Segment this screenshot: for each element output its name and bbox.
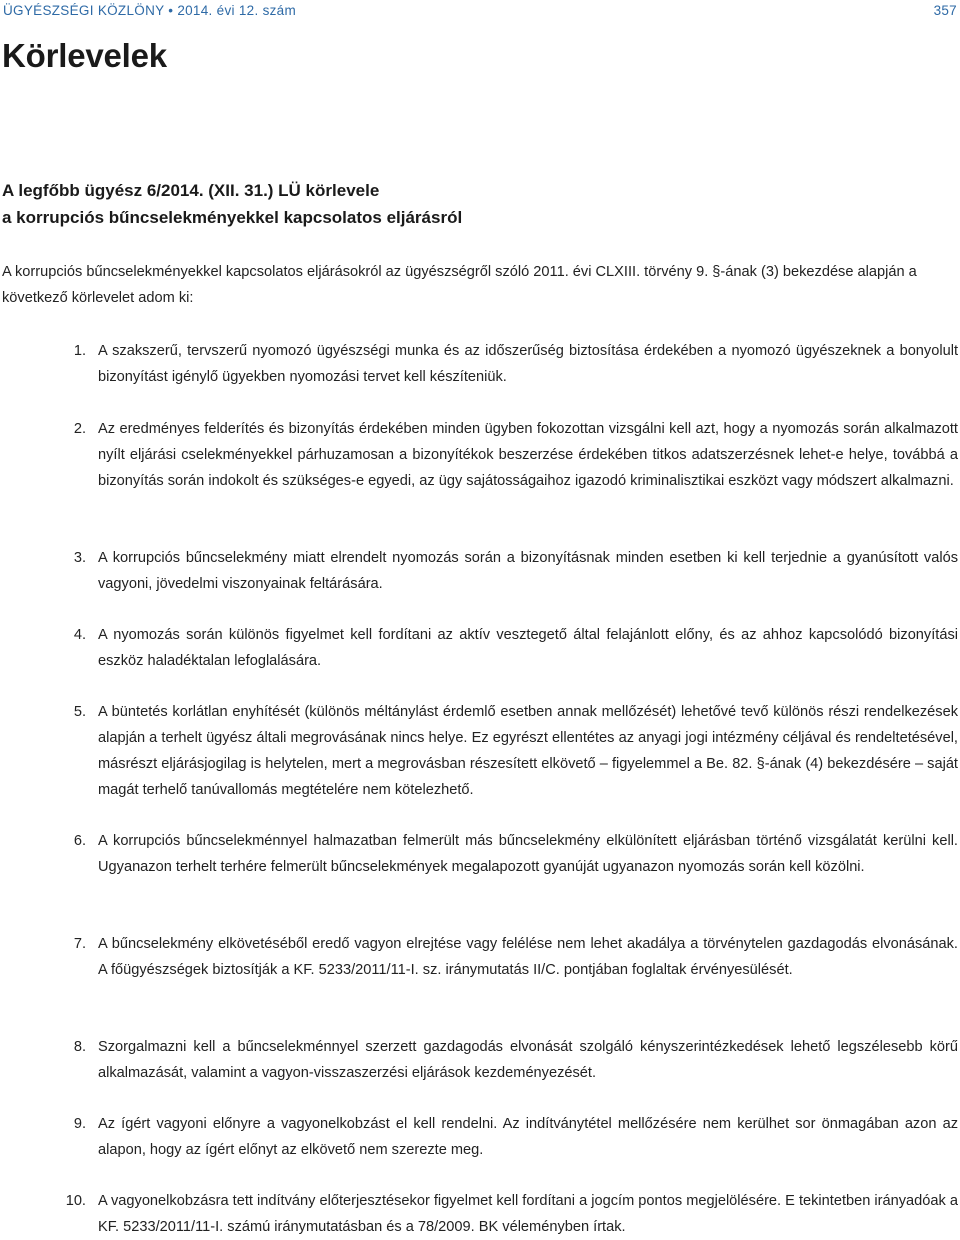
page-number: 357 bbox=[933, 3, 957, 18]
journal-title: ÜGYÉSZSÉGI KÖZLÖNY • 2014. évi 12. szám bbox=[3, 3, 297, 18]
list-item-text: A korrupciós bűncselekmény miatt elrendelt nyomozás során a bizonyításnak minden esetben ki kell terjednie a gyanúsított valós vagyoni, jövedelmi viszonyainak feltárására. bbox=[98, 550, 958, 592]
circular-heading-line-2: a korrupciós bűncselekményekkel kapcsolatos eljárásról bbox=[2, 208, 463, 227]
running-header bbox=[3, 3, 957, 23]
list-item-number: 1. bbox=[73, 343, 86, 359]
list-item-text: A bűncselekmény elkövetéséből eredő vagyon elrejtése vagy felélése nem lehet akadálya a törvénytelen gazdagodás elvonásának. A főügyészségek biztosítják a KF. 5233/2011/11-I. sz. iránymutatás II/C. pontjában foglaltak érvényesülését. bbox=[98, 936, 958, 978]
page-title: Körlevelek bbox=[2, 37, 167, 74]
list-item-text: A vagyonelkobzásra tett indítvány előterjesztésekor figyelmet kell fordítani a jogcím pontos megjelölésére. E tekintetben irányadóak a KF. 5233/2011/11-I. számú iránymutatásban és a 78/2009. BK véleményben írtak. bbox=[98, 1193, 958, 1235]
list-item-text: Szorgalmazni kell a bűncselekménnyel szerzett gazdagodás elvonását szolgáló kényszerintézkedések lehető legszélesebb körű alkalmazását, valamint a vagyon-visszaszerzési eljárások kezdeményezését. bbox=[98, 1039, 958, 1081]
list-item-text: A korrupciós bűncselekménnyel halmazatban felmerült más bűncselekmény elkülönített eljárásban történő vizsgálatát kerülni kell. Ugyanazon terhelt terhére felmerült bűncselekmények megalapozott gyanúját ugyanazon nyomozás során kell közölni. bbox=[98, 833, 958, 875]
circular-heading bbox=[2, 177, 462, 231]
list-item-text: A büntetés korlátlan enyhítését (különös méltánylást érdemlő esetben annak mellőzését) lehetővé tevő különös részi rendelkezések alapján a terhelt ügyész általi megrovásának nincs helye. Ez egyrészt ellentétes az anyagi jogi intézmény céljával és rendeltetésével, másrészt eljárásjogilag is helytelen, mert a megrovásban részesített elkövető – figyelemmel a Be. 82. §-ának (4) bekezdésére – saját magát terhelő tanúvallomás megtételére nem kötelezhető. bbox=[98, 704, 958, 798]
list-item-number: 7. bbox=[73, 936, 86, 952]
intro-paragraph: A korrupciós bűncselekményekkel kapcsolatos eljárásokról az ügyészségről szóló 2011. évi CLXIII. törvény 9. §-ának (3) bekezdése alapján a következő körlevelet adom ki: bbox=[2, 264, 917, 306]
list-item-number: 6. bbox=[73, 833, 86, 849]
list-item-text: Az eredményes felderítés és bizonyítás érdekében minden ügyben fokozottan vizsgálni kell azt, hogy a nyomozás során alkalmazott nyílt eljárási cselekményekkel párhuzamosan a bizonyítékok beszerzése érdekében titkos adatszerzésnek lehet-e helye, továbbá a bizonyítás során indokolt és szükséges-e egyedi, az ügy sajátosságaihoz igazodó kriminalisztikai eszközt vagy módszert alkalmazni. bbox=[98, 421, 958, 489]
list-item-number: 3. bbox=[73, 550, 86, 566]
list-item-number: 9. bbox=[73, 1116, 86, 1132]
list-item-number: 5. bbox=[73, 704, 86, 720]
list-item-number: 2. bbox=[73, 421, 86, 437]
list-item-number: 8. bbox=[73, 1039, 86, 1055]
list-item-text: Az ígért vagyoni előnyre a vagyonelkobzást el kell rendelni. Az indítványtétel mellőzésére nem kerülhet sor önmagában azon az alapon, hogy az ígért előnyt az elkövető nem szerezte meg. bbox=[98, 1116, 958, 1158]
list-item-number: 4. bbox=[73, 627, 86, 643]
list-item-text: A szakszerű, tervszerű nyomozó ügyészségi munka és az időszerűség biztosítása érdekében a nyomozó ügyészeknek a bonyolult bizonyítást igénylő ügyekben nyomozási tervet kell készíteniük. bbox=[98, 343, 958, 385]
list-item-text: A nyomozás során különös figyelmet kell fordítani az aktív vesztegető által felajánlott előny, és az ahhoz kapcsolódó bizonyítási eszköz haladéktalan lefoglalására. bbox=[98, 627, 958, 669]
list-item-number: 10. bbox=[65, 1193, 86, 1209]
circular-heading-line-1: A legfőbb ügyész 6/2014. (XII. 31.) LÜ körlevele bbox=[2, 181, 380, 200]
